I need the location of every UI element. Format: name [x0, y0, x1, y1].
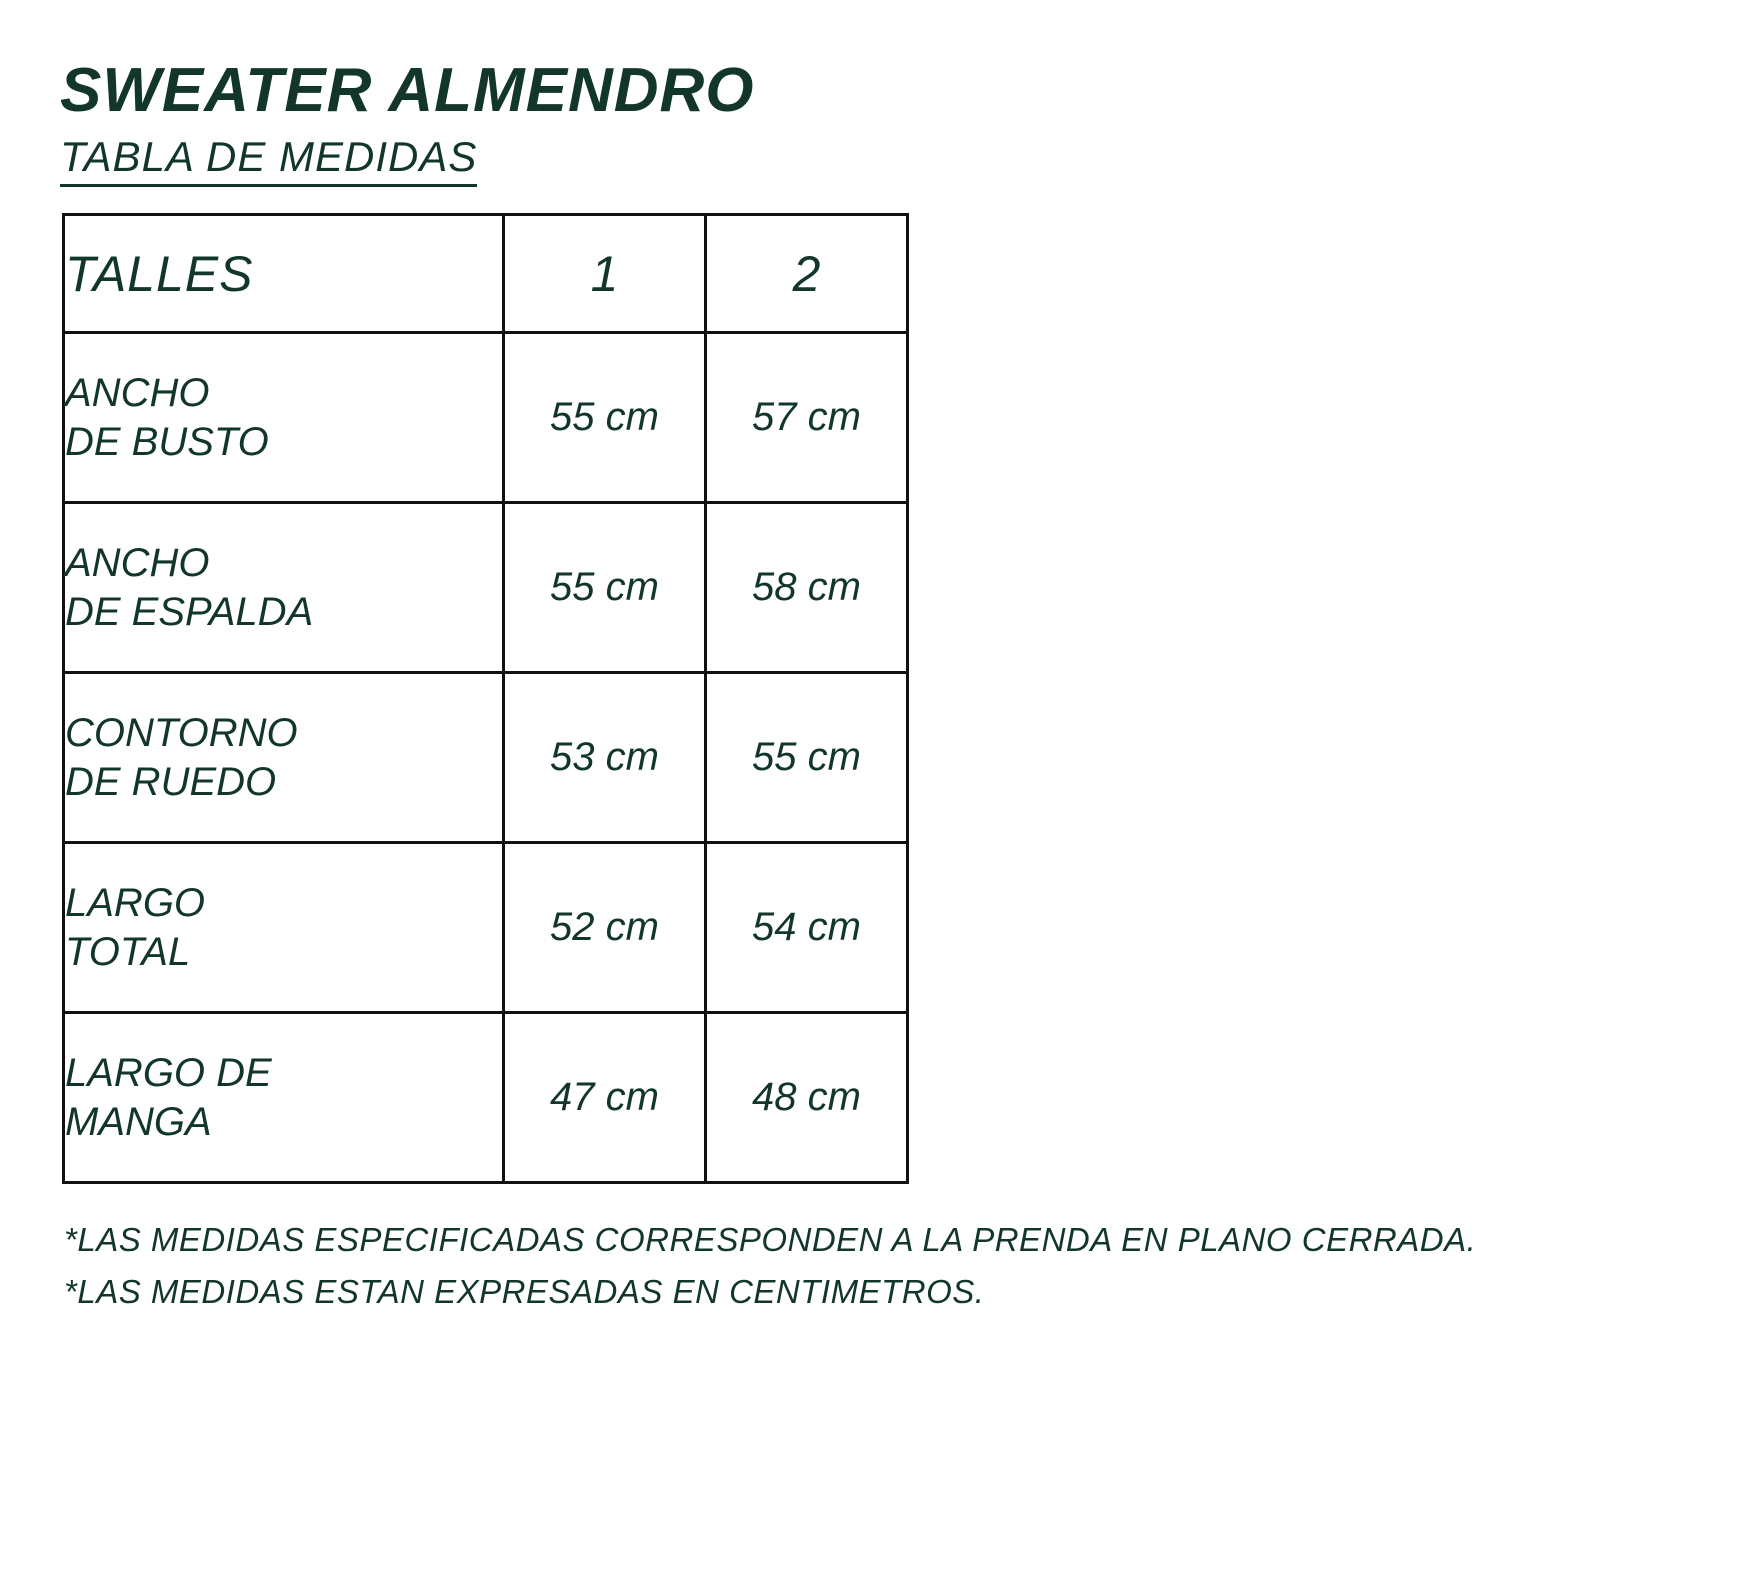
cell-contorno-de-ruedo-size-2: 55 cm — [706, 673, 908, 843]
cell-largo-total-size-1: 52 cm — [504, 843, 706, 1013]
page-subtitle: TABLA DE MEDIDAS — [60, 134, 477, 187]
row-label-line1: ANCHO — [65, 371, 210, 416]
note-centimetros: *LAS MEDIDAS ESTAN EXPRESADAS EN CENTIMETROS. — [64, 1272, 985, 1310]
table-row — [64, 843, 908, 1013]
table-row — [64, 673, 908, 843]
table-header-size-1: 1 — [504, 215, 706, 333]
row-label-line2: TOTAL — [65, 929, 191, 974]
row-label-line1: LARGO DE — [65, 1051, 272, 1096]
cell-ancho-de-busto-size-1: 55 cm — [504, 333, 706, 503]
note-plano-cerrada: *LAS MEDIDAS ESPECIFICADAS CORRESPONDEN A LA PRENDA EN PLANO CERRADA. — [64, 1221, 1477, 1259]
cell-ancho-de-espalda-size-1: 55 cm — [504, 503, 706, 673]
table-row — [64, 1013, 908, 1183]
row-label-line2: DE BUSTO — [65, 419, 269, 464]
cell-contorno-de-ruedo-size-1: 53 cm — [504, 673, 706, 843]
row-label-largo-de-manga — [64, 1013, 504, 1183]
row-label-line2: DE ESPALDA — [65, 589, 314, 634]
row-label-contorno-de-ruedo — [64, 673, 504, 843]
row-label-ancho-de-espalda — [64, 503, 504, 673]
table-row — [64, 503, 908, 673]
cell-ancho-de-espalda-size-2: 58 cm — [706, 503, 908, 673]
table-header-row — [64, 215, 908, 333]
cell-ancho-de-busto-size-2: 57 cm — [706, 333, 908, 503]
page-title: SWEATER ALMENDRO — [60, 56, 755, 125]
row-label-line2: DE RUEDO — [65, 759, 277, 804]
row-label-line1: CONTORNO — [65, 711, 298, 756]
table-row — [64, 333, 908, 503]
table-header-size-2: 2 — [706, 215, 908, 333]
page-subtitle-wrap — [60, 134, 1692, 187]
row-label-line1: LARGO — [65, 881, 206, 926]
row-label-ancho-de-busto — [64, 333, 504, 503]
cell-largo-de-manga-size-2: 48 cm — [706, 1013, 908, 1183]
notes-section — [64, 1214, 1692, 1316]
cell-largo-total-size-2: 54 cm — [706, 843, 908, 1013]
table-header-talles: TALLES — [64, 215, 504, 333]
cell-largo-de-manga-size-1: 47 cm — [504, 1013, 706, 1183]
row-label-largo-total — [64, 843, 504, 1013]
row-label-line1: ANCHO — [65, 541, 210, 586]
row-label-line2: MANGA — [65, 1099, 212, 1144]
measurements-table — [62, 213, 909, 1184]
